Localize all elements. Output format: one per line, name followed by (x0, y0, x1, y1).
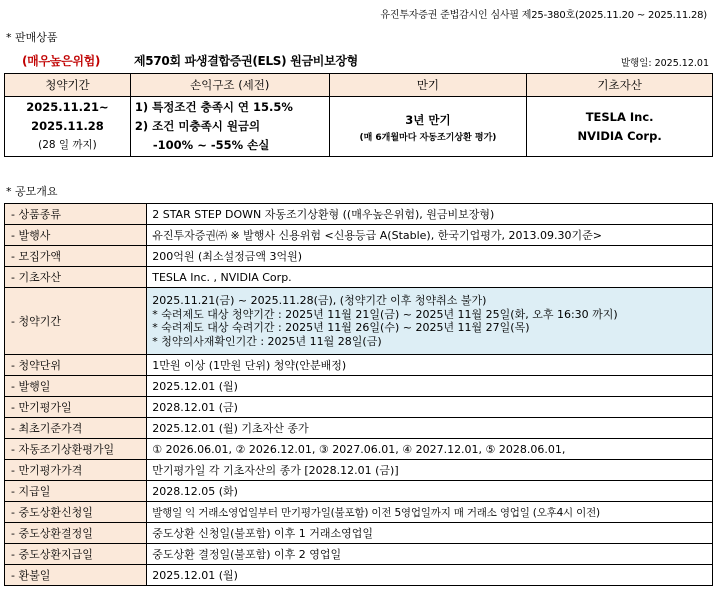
detail-value: ① 2026.06.01, ② 2026.12.01, ③ 2027.06.01, ④ 2027.12.01, ⑤ 2028.06.01, (147, 439, 713, 460)
underlying-1: TESLA Inc. (585, 109, 654, 124)
detail-value (147, 288, 713, 355)
offer-details-table (4, 203, 713, 586)
detail-label: - 중도상환지급일 (5, 544, 147, 565)
summary-period-cell (5, 97, 131, 157)
detail-row (5, 544, 713, 565)
header-underlying: 기초자산 (527, 74, 713, 97)
risk-label: (매우높은위험) (22, 54, 101, 68)
detail-label: - 모집가액 (5, 246, 147, 267)
period-note: (28 일 까지) (38, 139, 97, 151)
summary-structure-cell (130, 97, 329, 157)
detail-value: 중도상환 결정일(불포함) 이후 2 영업일 (147, 544, 713, 565)
structure-line-1: 1) 특정조건 충족시 연 15.5% (134, 100, 293, 114)
detail-line: * 숙려제도 대상 숙려기간 : 2025년 11월 26일(수) ~ 2025년 11월 27일(목) (152, 321, 530, 334)
detail-line: * 청약의사재확인기간 : 2025년 11월 28일(금) (152, 334, 382, 348)
detail-value: 2028.12.01 (금) (147, 397, 713, 418)
maturity-note: (매 6개월마다 자동조기상환 평가) (359, 132, 497, 143)
structure-line-3: -100% ~ -55% 손실 (152, 138, 270, 152)
detail-value: 200억원 (최소설정금액 3억원) (147, 246, 713, 267)
structure-line-2: 2) 조건 미충족시 원금의 (134, 119, 261, 133)
detail-row (5, 523, 713, 544)
detail-label: - 지급일 (5, 481, 147, 502)
detail-row (5, 481, 713, 502)
detail-value: 2025.12.01 (월) (147, 376, 713, 397)
detail-row (5, 246, 713, 267)
detail-label: - 최초기준가격 (5, 418, 147, 439)
detail-value: 발행일 익 거래소영업일부터 만기평가일(불포함) 이전 5영업일까지 매 거래소 영업일 (오후4시 이전) (147, 502, 713, 523)
product-title: 제570회 파생결합증권(ELS) 원금비보장형 (134, 54, 358, 68)
detail-label: - 상품종류 (5, 204, 147, 225)
detail-line: 2025.11.21(금) ~ 2025.11.28(금), (청약기간 이후 청약취소 불가) (152, 294, 487, 307)
summary-maturity-cell (329, 97, 527, 157)
header-structure: 손익구조 (세전) (130, 74, 329, 97)
detail-label: - 만기평가일 (5, 397, 147, 418)
detail-value: TESLA Inc. , NVIDIA Corp. (147, 267, 713, 288)
detail-value: 2025.12.01 (월) 기초자산 종가 (147, 418, 713, 439)
detail-row (5, 565, 713, 586)
underlying-2: NVIDIA Corp. (577, 128, 662, 143)
detail-label: - 만기평가가격 (5, 460, 147, 481)
detail-row (5, 397, 713, 418)
detail-row (5, 267, 713, 288)
detail-label: - 청약기간 (5, 288, 147, 355)
period-end: 2025.11.28 (31, 119, 104, 133)
detail-line: * 숙려제도 대상 청약기간 : 2025년 11월 21일(금) ~ 2025년 11월 25일(화, 오후 16:30 까지) (152, 307, 618, 321)
detail-row (5, 502, 713, 523)
detail-row (5, 288, 713, 355)
detail-row (5, 418, 713, 439)
issue-date: 발행일: 2025.12.01 (620, 58, 709, 69)
summary-table (4, 73, 713, 157)
detail-label: - 환불일 (5, 565, 147, 586)
header-maturity: 만기 (329, 74, 527, 97)
detail-label: - 중도상환결정일 (5, 523, 147, 544)
detail-value: 2025.12.01 (월) (147, 565, 713, 586)
detail-value: 1만원 이상 (1만원 단위) 청약(안분배정) (147, 355, 713, 376)
detail-label: - 발행사 (5, 225, 147, 246)
detail-row (5, 439, 713, 460)
detail-label: - 자동조기상환평가일 (5, 439, 147, 460)
detail-label: - 발행일 (5, 376, 147, 397)
header-period: 청약기간 (5, 74, 131, 97)
compliance-notice: 유진투자증권 준법감시인 심사필 제25-380호(2025.11.20 ~ 2025.11.28) (380, 10, 707, 21)
period-start: 2025.11.21~ (26, 100, 109, 114)
detail-value: 2028.12.05 (화) (147, 481, 713, 502)
detail-label: - 중도상환신청일 (5, 502, 147, 523)
detail-row (5, 376, 713, 397)
detail-row (5, 460, 713, 481)
section-title-offer: * 공모개요 (6, 185, 58, 198)
summary-underlying-cell (527, 97, 713, 157)
detail-value: 만기평가일 각 기초자산의 종가 [2028.12.01 (금)] (147, 460, 713, 481)
maturity-term: 3년 만기 (405, 112, 451, 127)
detail-value: 중도상환 신청일(불포함) 이후 1 거래소영업일 (147, 523, 713, 544)
detail-row (5, 204, 713, 225)
detail-row (5, 355, 713, 376)
detail-row (5, 225, 713, 246)
section-title-sale: * 판매상품 (6, 31, 58, 44)
detail-value: 유진투자증권㈜ ※ 발행사 신용위험 <신용등급 A(Stable), 한국기업평가, 2013.09.30기준> (147, 225, 713, 246)
detail-label: - 기초자산 (5, 267, 147, 288)
detail-label: - 청약단위 (5, 355, 147, 376)
detail-value: 2 STAR STEP DOWN 자동조기상환형 ((매우높은위험), 원금비보장형) (147, 204, 713, 225)
